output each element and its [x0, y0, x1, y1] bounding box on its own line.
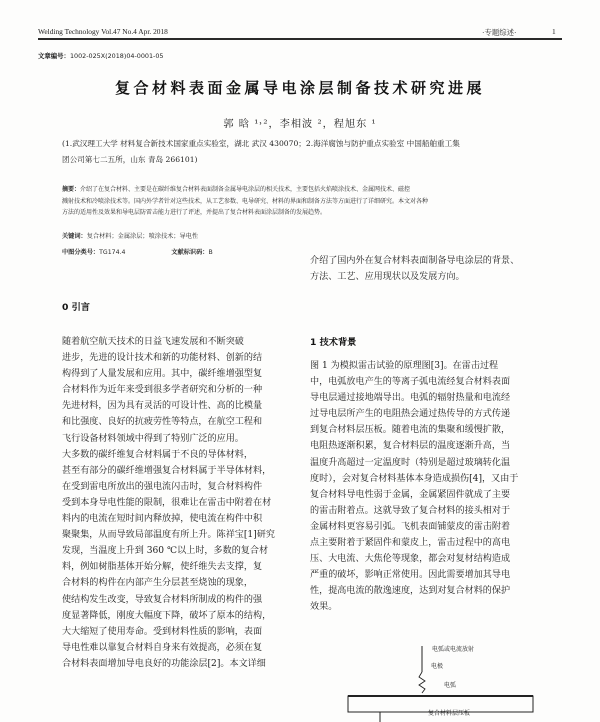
body-line: 合材料的构件在内部产生分层甚至烧蚀的现象，	[62, 578, 253, 589]
figure-lightning-test-schematic	[340, 644, 555, 722]
figure-label-arc: 电弧	[444, 682, 457, 689]
clc-label: 中图分类号：	[62, 249, 100, 256]
page-number: 1	[552, 27, 556, 36]
body-line: 金属材料更容易引弧。飞机表面铺蒙皮的雷击附着	[310, 521, 511, 532]
body-line: 飞行设备材料领域中得到了特别广泛的应用。	[62, 433, 244, 444]
body-line: 导电层通过接地端导出。电弧的辐射热量和电流经	[310, 393, 511, 404]
keywords	[62, 231, 198, 240]
header-rule	[38, 38, 562, 40]
section-heading-background: 1 技术背景	[310, 337, 357, 348]
body-line: 方法、工艺、应用现状以及发展方向。	[310, 272, 465, 283]
body-line: 过导电层所产生的电阻热会通过热传导的方式传递	[310, 409, 511, 420]
body-line: 度显著降低，刚度大幅度下降，破坏了原本的结构，	[62, 610, 272, 621]
column-label: ·专题综述·	[482, 28, 517, 37]
figure-label-source: 电弧或电流放射	[432, 646, 475, 653]
body-line: 压、大电流、大焦伦等现象，都会对复材结构造成	[310, 554, 511, 565]
body-line: 使结构发生改变，导致复合材料所制成的构件的强	[62, 594, 263, 605]
body-line: 严重的破坏，影响正常使用。因此需要增加其导电	[310, 570, 511, 581]
keywords-value: 复合材料；金属涂层；喷涂技术；导电性	[86, 233, 199, 240]
body-line: 大多数的碳纤维复合材料属于不良的导体材料，	[62, 449, 253, 460]
abstract-line: 介绍了在复合材料、主要是在碳纤维复合材料表面制备金属导电涂层的相关技术，主要包括火焰喷涂技术、金属网技术、磁控	[80, 186, 411, 193]
body-line: 受到本身导电性能的限制，很难让在雷击中附着在材	[62, 497, 272, 508]
affiliation-line: (1.武汉理工大学 材料复合新技术国家重点实验室，湖北 武汉 430070；2.海洋腐蚀与防护重点实验室 中国船舶重工集	[62, 139, 460, 148]
body-line: 和比强度、良好的抗疲劳性等特点，在航空工程和	[62, 417, 263, 428]
right-column-body	[310, 358, 518, 616]
abstract-line: 方法的适用性及效果和导电层防雷击能力进行了评述，并提出了复合材料表面涂层制备的发展趋势。	[62, 209, 327, 217]
body-line: 大大缩短了使用寿命。受到材料性质的影响，表面	[62, 626, 263, 637]
body-line: 进步，先进的设计技术和新的功能材料、创新的结	[62, 353, 263, 364]
body-line: 介绍了国内外在复合材料表面制备导电涂层的背景、	[310, 256, 520, 266]
article-number-value: 1002-025X(2018)04-0001-05	[69, 52, 164, 60]
figure-label-laminate: 复合材料层压板	[428, 710, 471, 717]
article-number	[38, 51, 164, 60]
journal-header: Welding Technology Vol.47 No.4 Apr. 2018	[38, 27, 168, 36]
doc-code-label: 文献标识码：	[171, 249, 209, 256]
body-line: 到复合材料层压板。随着电流的集聚和缓慢扩散，	[310, 425, 511, 436]
left-column-body	[62, 334, 275, 672]
body-line: 随着航空航天技术的日益飞速发展和不断突破	[62, 337, 244, 347]
clc-value: TG174.4	[99, 249, 126, 256]
paper-title: 复合材料表面金属导电涂层制备技术研究进展	[114, 79, 485, 97]
classification	[62, 247, 213, 256]
affiliation	[62, 136, 460, 168]
body-line: 电阻热逐渐积累，复合材料层的温度逐渐升高，当	[310, 441, 511, 452]
body-line: 的雷击附着点。这就导致了复合材料的接头相对于	[310, 505, 511, 516]
section-heading-intro: 0 引言	[62, 302, 90, 313]
body-line: 甚至有部分的碳纤维增强复合材料属于半导体材料，	[62, 465, 272, 476]
body-line: 在受到雷电所放出的强电流闪击时，复合材料构件	[62, 481, 263, 492]
body-line: 点主要附着于紧固件和蒙皮上，雷击过程中的高电	[310, 538, 511, 549]
body-line: 效果。	[310, 602, 338, 613]
affiliation-line: 团公司第七二五所，山东 青岛 266101)	[62, 155, 198, 164]
body-line: 导电性难以靠复合材料自身来有效提高，必须在复	[62, 642, 263, 653]
figure-label-electrode: 电极	[431, 663, 444, 670]
right-intro	[310, 253, 519, 285]
body-line: 聚聚集，从而导致局部温度有所上升。陈祥宝[1]研究	[62, 530, 275, 541]
body-line: 合材料作为近年来受到很多学者研究和分析的一种	[62, 385, 263, 396]
body-line: 料内的电流在短时间内释放掉，使电流在构件中积	[62, 514, 263, 525]
body-line: 中，电弧放电产生的等离子弧电流经复合材料表面	[310, 377, 511, 388]
body-line: 发现，当温度上升到 360 ℃以上时，多数的复合材	[62, 546, 269, 557]
body-line: 性，提高电流的散逸速度，达到对复合材料的保护	[310, 586, 511, 597]
body-line: 构得到了人量发展和应用。其中，碳纤维增强型复	[62, 369, 263, 380]
doc-code-value: B	[208, 249, 213, 256]
body-line: 度时），会对复合材料基体本身造成损伤[4]，又由于	[310, 473, 519, 484]
article-number-label: 文章编号：	[38, 52, 70, 60]
body-line: 复合材料导电性弱于金属，金属紧固件就成了主要	[310, 489, 511, 500]
abstract	[62, 184, 428, 219]
body-line: 先进材料，因为具有灵活的可设计性、高的比模量	[62, 401, 263, 412]
arc-zigzag	[419, 672, 425, 693]
author-list: 郭 晗 ¹˒²，李相波 ²，程旭东 ¹	[223, 119, 377, 130]
keywords-label: 关键词：	[62, 233, 87, 240]
body-line: 料，例如树脂基体开始分解，使纤维失去支撑，复	[62, 562, 263, 573]
body-line: 温度升高超过一定温度时（特别是超过玻璃转化温	[310, 457, 511, 468]
abstract-line: 溅射技术和冷喷涂技术等。国内外学者针对这些技术，从工艺参数、电导研究、材料的界面和制备方法等方面进行了详细研究。本文对各种	[62, 197, 429, 205]
body-line: 图 1 为模拟雷击试验的原理图[3]。在雷击过程	[310, 361, 499, 371]
body-line: 合材料表面增加导电良好的功能涂层[2]。本文详细	[62, 658, 266, 669]
abstract-label: 摘要：	[62, 186, 81, 193]
